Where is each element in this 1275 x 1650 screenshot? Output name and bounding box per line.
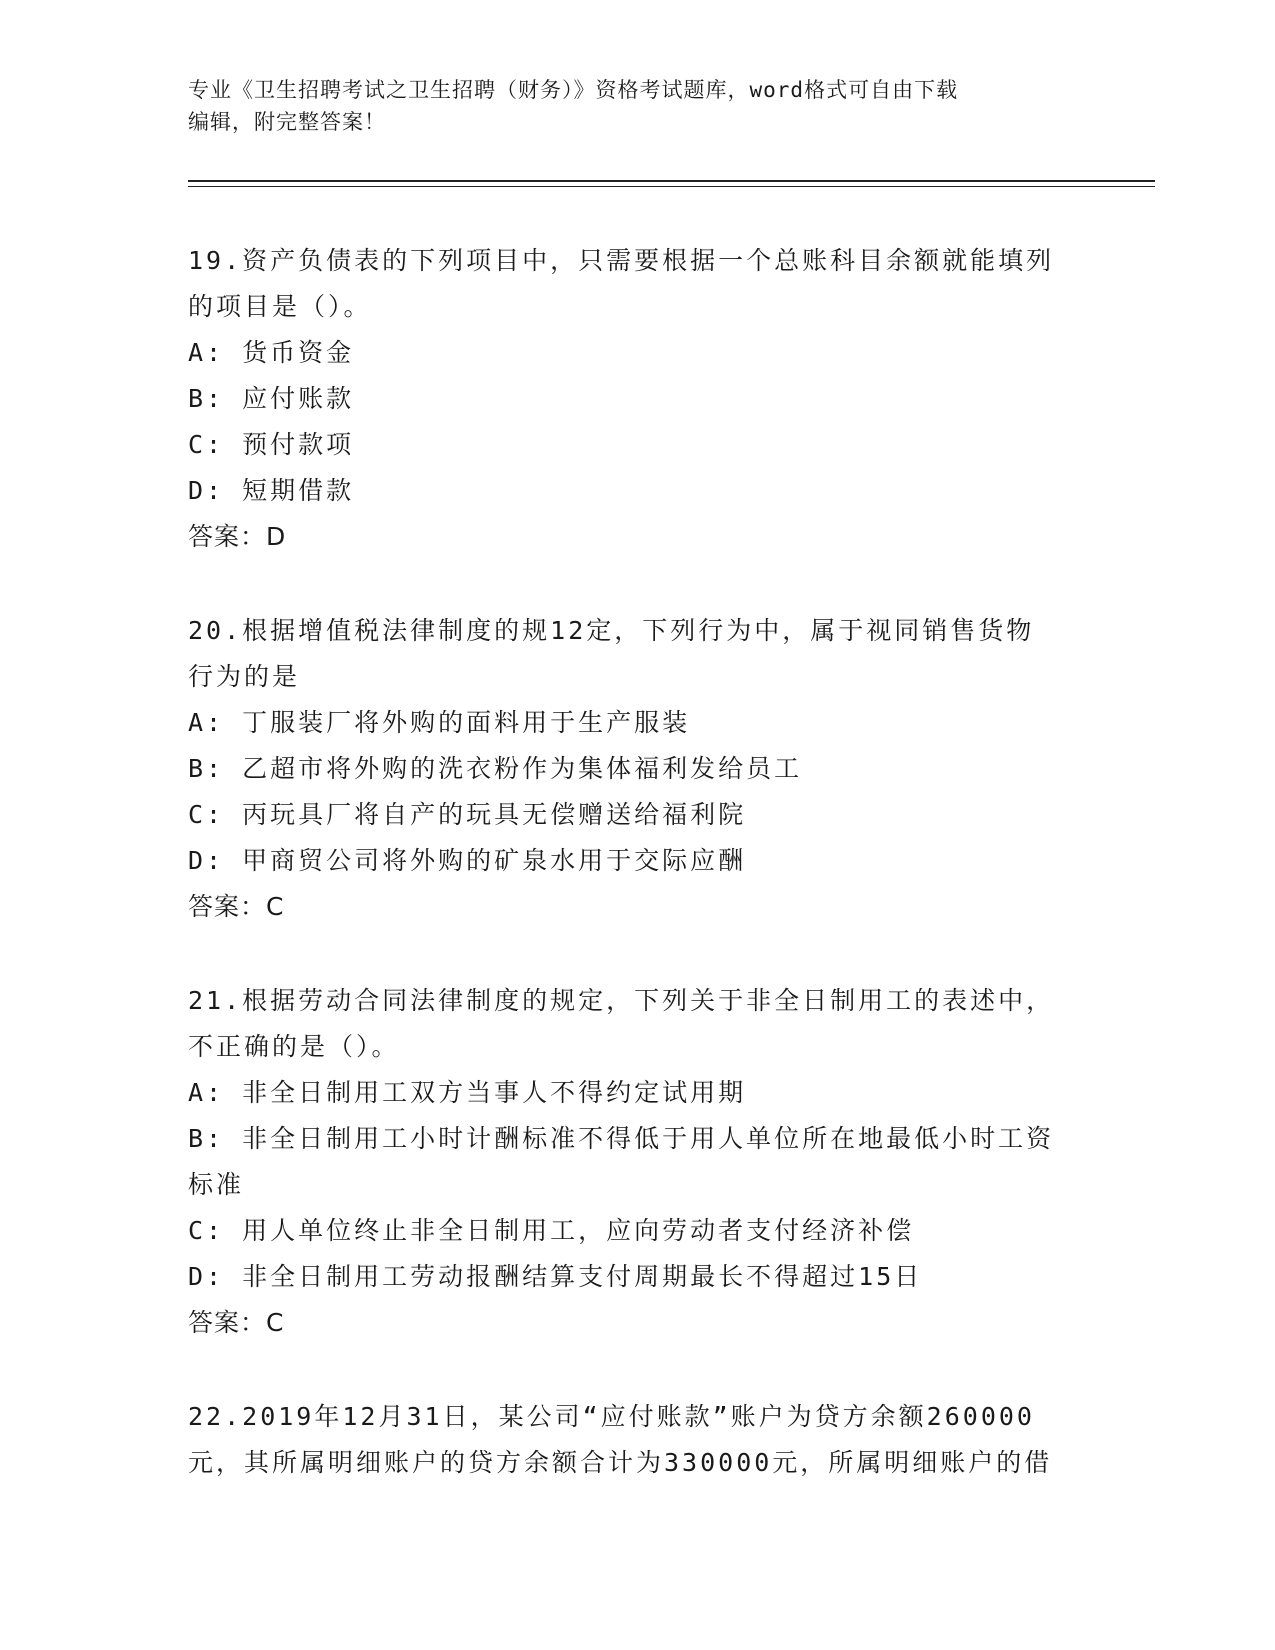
question-text-line: 20.根据增值税法律制度的规12定，下列行为中，属于视同销售货物 <box>188 616 1035 645</box>
option-b: B: 非全日制用工小时计酬标准不得低于用人单位所在地最低小时工资 <box>188 1124 1055 1153</box>
header-divider-thin <box>188 186 1155 187</box>
question-19 <box>188 238 1088 560</box>
header-line-2: 编辑，附完整答案！ <box>188 110 386 134</box>
option-b: B: 乙超市将外购的洗衣粉作为集体福利发给员工 <box>188 754 803 783</box>
option-a: A: 丁服装厂将外购的面料用于生产服装 <box>188 708 691 737</box>
option-d: D: 短期借款 <box>188 476 355 505</box>
question-text-line: 行为的是 <box>188 662 301 691</box>
question-text-line: 19.资产负债表的下列项目中，只需要根据一个总账科目余额就能填列 <box>188 246 1055 275</box>
option-c: C: 丙玩具厂将自产的玩具无偿赠送给福利院 <box>188 800 747 829</box>
question-text-line: 22.2019年12月31日，某公司“应付账款”账户为贷方余额260000 <box>188 1402 1035 1431</box>
answer-line: 答案：C <box>188 1308 285 1337</box>
question-text-line: 21.根据劳动合同法律制度的规定，下列关于非全日制用工的表述中， <box>188 986 1055 1015</box>
option-a: A: 非全日制用工双方当事人不得约定试用期 <box>188 1078 747 1107</box>
option-b: B: 应付账款 <box>188 384 355 413</box>
question-text-line: 的项目是（）。 <box>188 292 372 321</box>
document-header <box>188 74 1088 138</box>
question-22 <box>188 1394 1088 1486</box>
question-20 <box>188 608 1088 930</box>
header-divider-thick <box>188 180 1155 182</box>
question-text-line: 元，其所属明细账户的贷方余额合计为330000元，所属明细账户的借 <box>188 1448 1053 1477</box>
question-text-line: 不正确的是（）。 <box>188 1032 400 1061</box>
answer-line: 答案：D <box>188 522 287 551</box>
option-b-continued: 标准 <box>188 1170 245 1199</box>
answer-line: 答案：C <box>188 892 285 921</box>
question-list <box>188 238 1088 1534</box>
question-21 <box>188 978 1088 1346</box>
header-line-1: 专业《卫生招聘考试之卫生招聘（财务）》资格考试题库，word格式可自由下载 <box>188 78 959 102</box>
option-c: C: 预付款项 <box>188 430 355 459</box>
option-d: D: 非全日制用工劳动报酬结算支付周期最长不得超过15日 <box>188 1262 923 1291</box>
option-d: D: 甲商贸公司将外购的矿泉水用于交际应酬 <box>188 846 747 875</box>
option-a: A: 货币资金 <box>188 338 355 367</box>
option-c: C: 用人单位终止非全日制用工，应向劳动者支付经济补偿 <box>188 1216 915 1245</box>
